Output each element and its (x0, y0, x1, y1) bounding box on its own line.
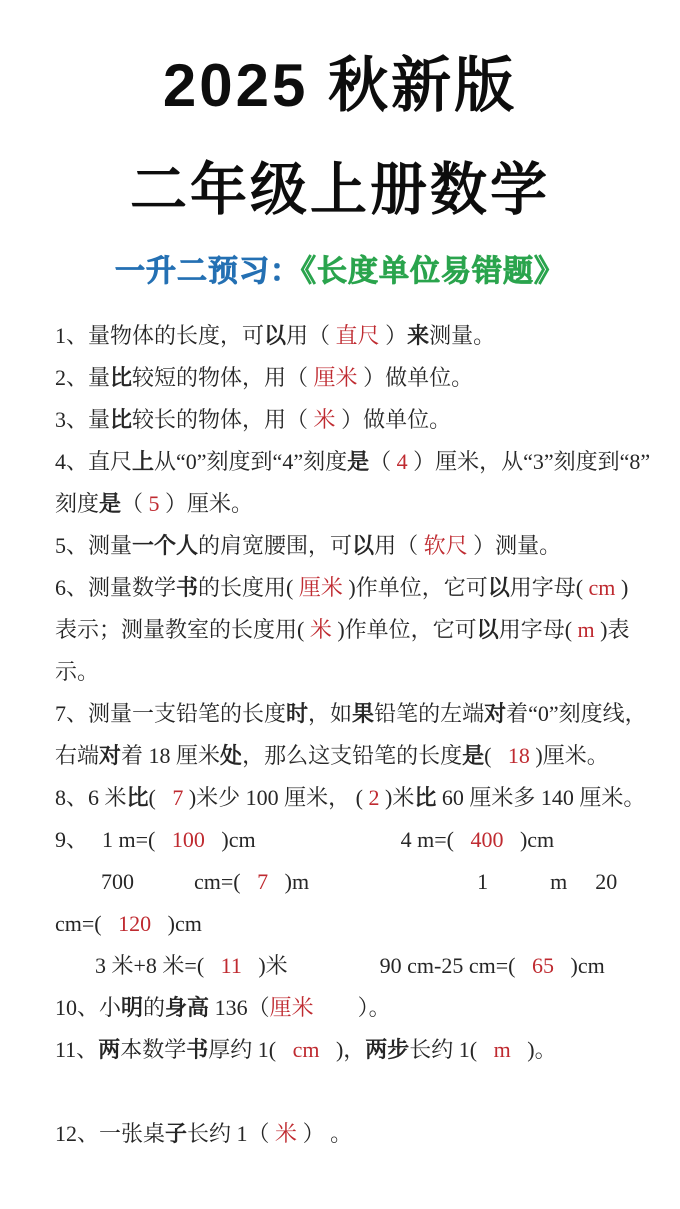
question-text: ，那么这支铅笔的长度 (242, 743, 463, 768)
question-text: 的 (143, 995, 166, 1020)
question-text: 9、 (55, 827, 89, 852)
question-text: m (550, 869, 568, 894)
question-text: 对 (99, 743, 122, 768)
question-text: 用字母( (509, 575, 589, 600)
question-text: )厘米。 (529, 743, 609, 768)
question-text: 以 (264, 323, 287, 348)
question-text: )作单位，它可 (342, 575, 488, 600)
question-text: )米少 100 厘米， ( (183, 785, 369, 810)
question-text: 2、量 (55, 365, 111, 390)
question-text: 刻度 (55, 491, 100, 516)
question-text: 较长的物体，用（ (132, 407, 314, 432)
question-text: 用（ (374, 533, 424, 558)
answer-text: 7 (257, 869, 269, 894)
question-text: 着 18 厘米 (121, 743, 221, 768)
question-text: 子 (165, 1121, 188, 1146)
answer-text: m (577, 617, 595, 642)
item-8 (55, 777, 680, 819)
question-text: 的长度用( (198, 575, 299, 600)
spacer (88, 819, 102, 820)
question-text: 1 (477, 869, 489, 894)
question-text: 用字母( (498, 617, 578, 642)
item-5 (55, 525, 680, 567)
answer-text: 直尺 (335, 323, 380, 348)
question-text: ，如 (308, 701, 353, 726)
question-list (55, 315, 680, 1155)
answer-text: 米 (275, 1121, 298, 1146)
spacer (488, 861, 550, 862)
question-text: 4、直尺 (55, 449, 133, 474)
question-text: )米 (379, 785, 415, 810)
question-text: cm=( (194, 869, 258, 894)
spacer (134, 861, 194, 862)
answer-text: 米 (309, 617, 332, 642)
question-text: 20 (595, 869, 618, 894)
question-text: 着“0”刻度线， (506, 701, 647, 726)
answer-text: 4 (396, 449, 408, 474)
question-text: 11、 (55, 1037, 99, 1062)
question-text: )cm (554, 953, 605, 978)
item-9-row-2 (55, 861, 680, 903)
question-text: ( (148, 785, 173, 810)
item-9-row-4 (55, 945, 680, 987)
question-text: 长约 1( (409, 1037, 494, 1062)
spacer (55, 861, 101, 862)
question-text: 5、测量 (55, 533, 133, 558)
question-text: )cm (204, 827, 256, 852)
answer-text: cm (292, 1037, 320, 1062)
question-text: 厚约 1( (208, 1037, 293, 1062)
answer-text: 18 (507, 743, 530, 768)
question-text: 来 (407, 323, 430, 348)
answer-text: m (493, 1037, 511, 1062)
subtitle (0, 219, 680, 287)
subtitle-topic: 《长度单位易错题》 (301, 255, 565, 288)
page-title-line-2: 二年级上册数学 (130, 158, 550, 222)
answer-text: 100 (171, 827, 205, 852)
question-text: ）做单位。 (335, 407, 452, 432)
item-7-line-1 (55, 693, 680, 735)
question-text: ）厘米，从“3”刻度到“8” (407, 449, 651, 474)
question-text: )m (268, 869, 310, 894)
question-text: cm=( (55, 911, 119, 936)
question-text: 12、一张桌 (55, 1121, 166, 1146)
answer-text: cm (588, 575, 616, 600)
item-4-line-1 (55, 441, 680, 483)
item-9-row-1 (55, 819, 680, 861)
question-text: 比 (110, 407, 133, 432)
answer-text: 120 (118, 911, 152, 936)
question-text: 4 m=( (400, 827, 471, 852)
question-text: 明 (121, 995, 144, 1020)
question-text: 一个人 (132, 533, 199, 558)
question-text: 以 (352, 533, 375, 558)
question-text: 表示；测量教室的长度用( (55, 617, 310, 642)
item-10 (55, 987, 680, 1029)
question-text: 60 厘米多 140 厘米。 (436, 785, 646, 810)
question-text: 右端 (55, 743, 100, 768)
question-text: ） (379, 323, 408, 348)
question-text: 两 (98, 1037, 121, 1062)
question-text: ) (615, 575, 629, 600)
item-6-line-1 (55, 567, 680, 609)
question-text: 1、量物体的长度，可 (55, 323, 265, 348)
answer-text: 11 (220, 953, 242, 978)
question-text: 90 cm-25 cm=( (379, 953, 532, 978)
question-text: 对 (484, 701, 507, 726)
item-1 (55, 315, 680, 357)
spacer (55, 945, 95, 946)
question-text: 是 (462, 743, 485, 768)
answer-text: 7 (172, 785, 184, 810)
answer-text: 400 (470, 827, 504, 852)
item-4-line-2 (55, 483, 680, 525)
question-text: ）做单位。 (357, 365, 474, 390)
question-text: 比 (110, 365, 133, 390)
question-text: 两步 (365, 1037, 410, 1062)
subtitle-prefix: 一升二预习： (115, 255, 301, 288)
question-text: 书 (186, 1037, 209, 1062)
question-text: 1 m=( (102, 827, 172, 852)
question-text: 比 (126, 785, 149, 810)
question-text: )， (319, 1037, 366, 1062)
answer-text: 65 (532, 953, 554, 978)
answer-text: 厘米 (298, 575, 343, 600)
answer-text: 软尺 (423, 533, 468, 558)
spacer (256, 819, 401, 820)
item-3 (55, 399, 680, 441)
question-text: （ (121, 491, 149, 516)
item-11 (55, 1029, 680, 1071)
question-text: 的肩宽腰围，可 (198, 533, 353, 558)
item-12 (55, 1113, 680, 1155)
question-text: 铅笔的左端 (374, 701, 485, 726)
question-text: 上 (132, 449, 155, 474)
question-text: 比 (414, 785, 437, 810)
question-text: 3 米+8 米=( (95, 953, 221, 978)
answer-text: 米 (313, 407, 336, 432)
question-text: 3、量 (55, 407, 111, 432)
question-text: )表 (594, 617, 630, 642)
question-text: )cm (503, 827, 555, 852)
question-text: ）。 (313, 995, 391, 1020)
page-title-line-1: 2025 秋新版 (162, 52, 518, 119)
question-text: ） 。 (297, 1121, 353, 1146)
question-text: 以 (487, 575, 510, 600)
question-text: 以 (476, 617, 499, 642)
question-text: 身高 (165, 995, 210, 1020)
question-text: 用（ (286, 323, 336, 348)
item-6-line-2 (55, 609, 680, 651)
question-text: （ (369, 449, 397, 474)
question-text: 是 (99, 491, 122, 516)
question-text: 8、6 米 (55, 785, 127, 810)
item-2 (55, 357, 680, 399)
answer-text: 5 (148, 491, 160, 516)
question-text: 7、测量一支铅笔的长度 (55, 701, 287, 726)
answer-text: 厘米 (269, 995, 314, 1020)
question-text: 6、测量数学 (55, 575, 177, 600)
question-text: 是 (347, 449, 370, 474)
answer-text: 2 (368, 785, 380, 810)
question-text: 测量。 (429, 323, 496, 348)
spacer (567, 861, 595, 862)
question-text: 本数学 (120, 1037, 187, 1062)
item-6-line-3 (55, 651, 680, 693)
question-text: )。 (510, 1037, 557, 1062)
spacer (309, 861, 477, 862)
item-9-row-3 (55, 903, 680, 945)
question-text: ）测量。 (467, 533, 562, 558)
question-text: ）厘米。 (159, 491, 254, 516)
item-7-line-2 (55, 735, 680, 777)
question-text: 书 (176, 575, 199, 600)
question-text: 700 (101, 869, 134, 894)
question-text: 10、小 (55, 995, 122, 1020)
question-text: 示。 (55, 659, 100, 684)
question-text: 时 (286, 701, 309, 726)
question-text: )cm (151, 911, 202, 936)
question-text: 长约 1（ (187, 1121, 276, 1146)
spacer (288, 945, 380, 946)
question-text: )米 (241, 953, 288, 978)
question-text: 果 (352, 701, 375, 726)
question-text: 从“0”刻度到“4”刻度 (154, 449, 348, 474)
question-text: )作单位，它可 (331, 617, 477, 642)
question-text: ( (484, 743, 508, 768)
answer-text: 厘米 (313, 365, 358, 390)
question-text: 136（ (209, 995, 270, 1020)
question-text: 处 (220, 743, 243, 768)
question-text: 较短的物体，用（ (132, 365, 314, 390)
